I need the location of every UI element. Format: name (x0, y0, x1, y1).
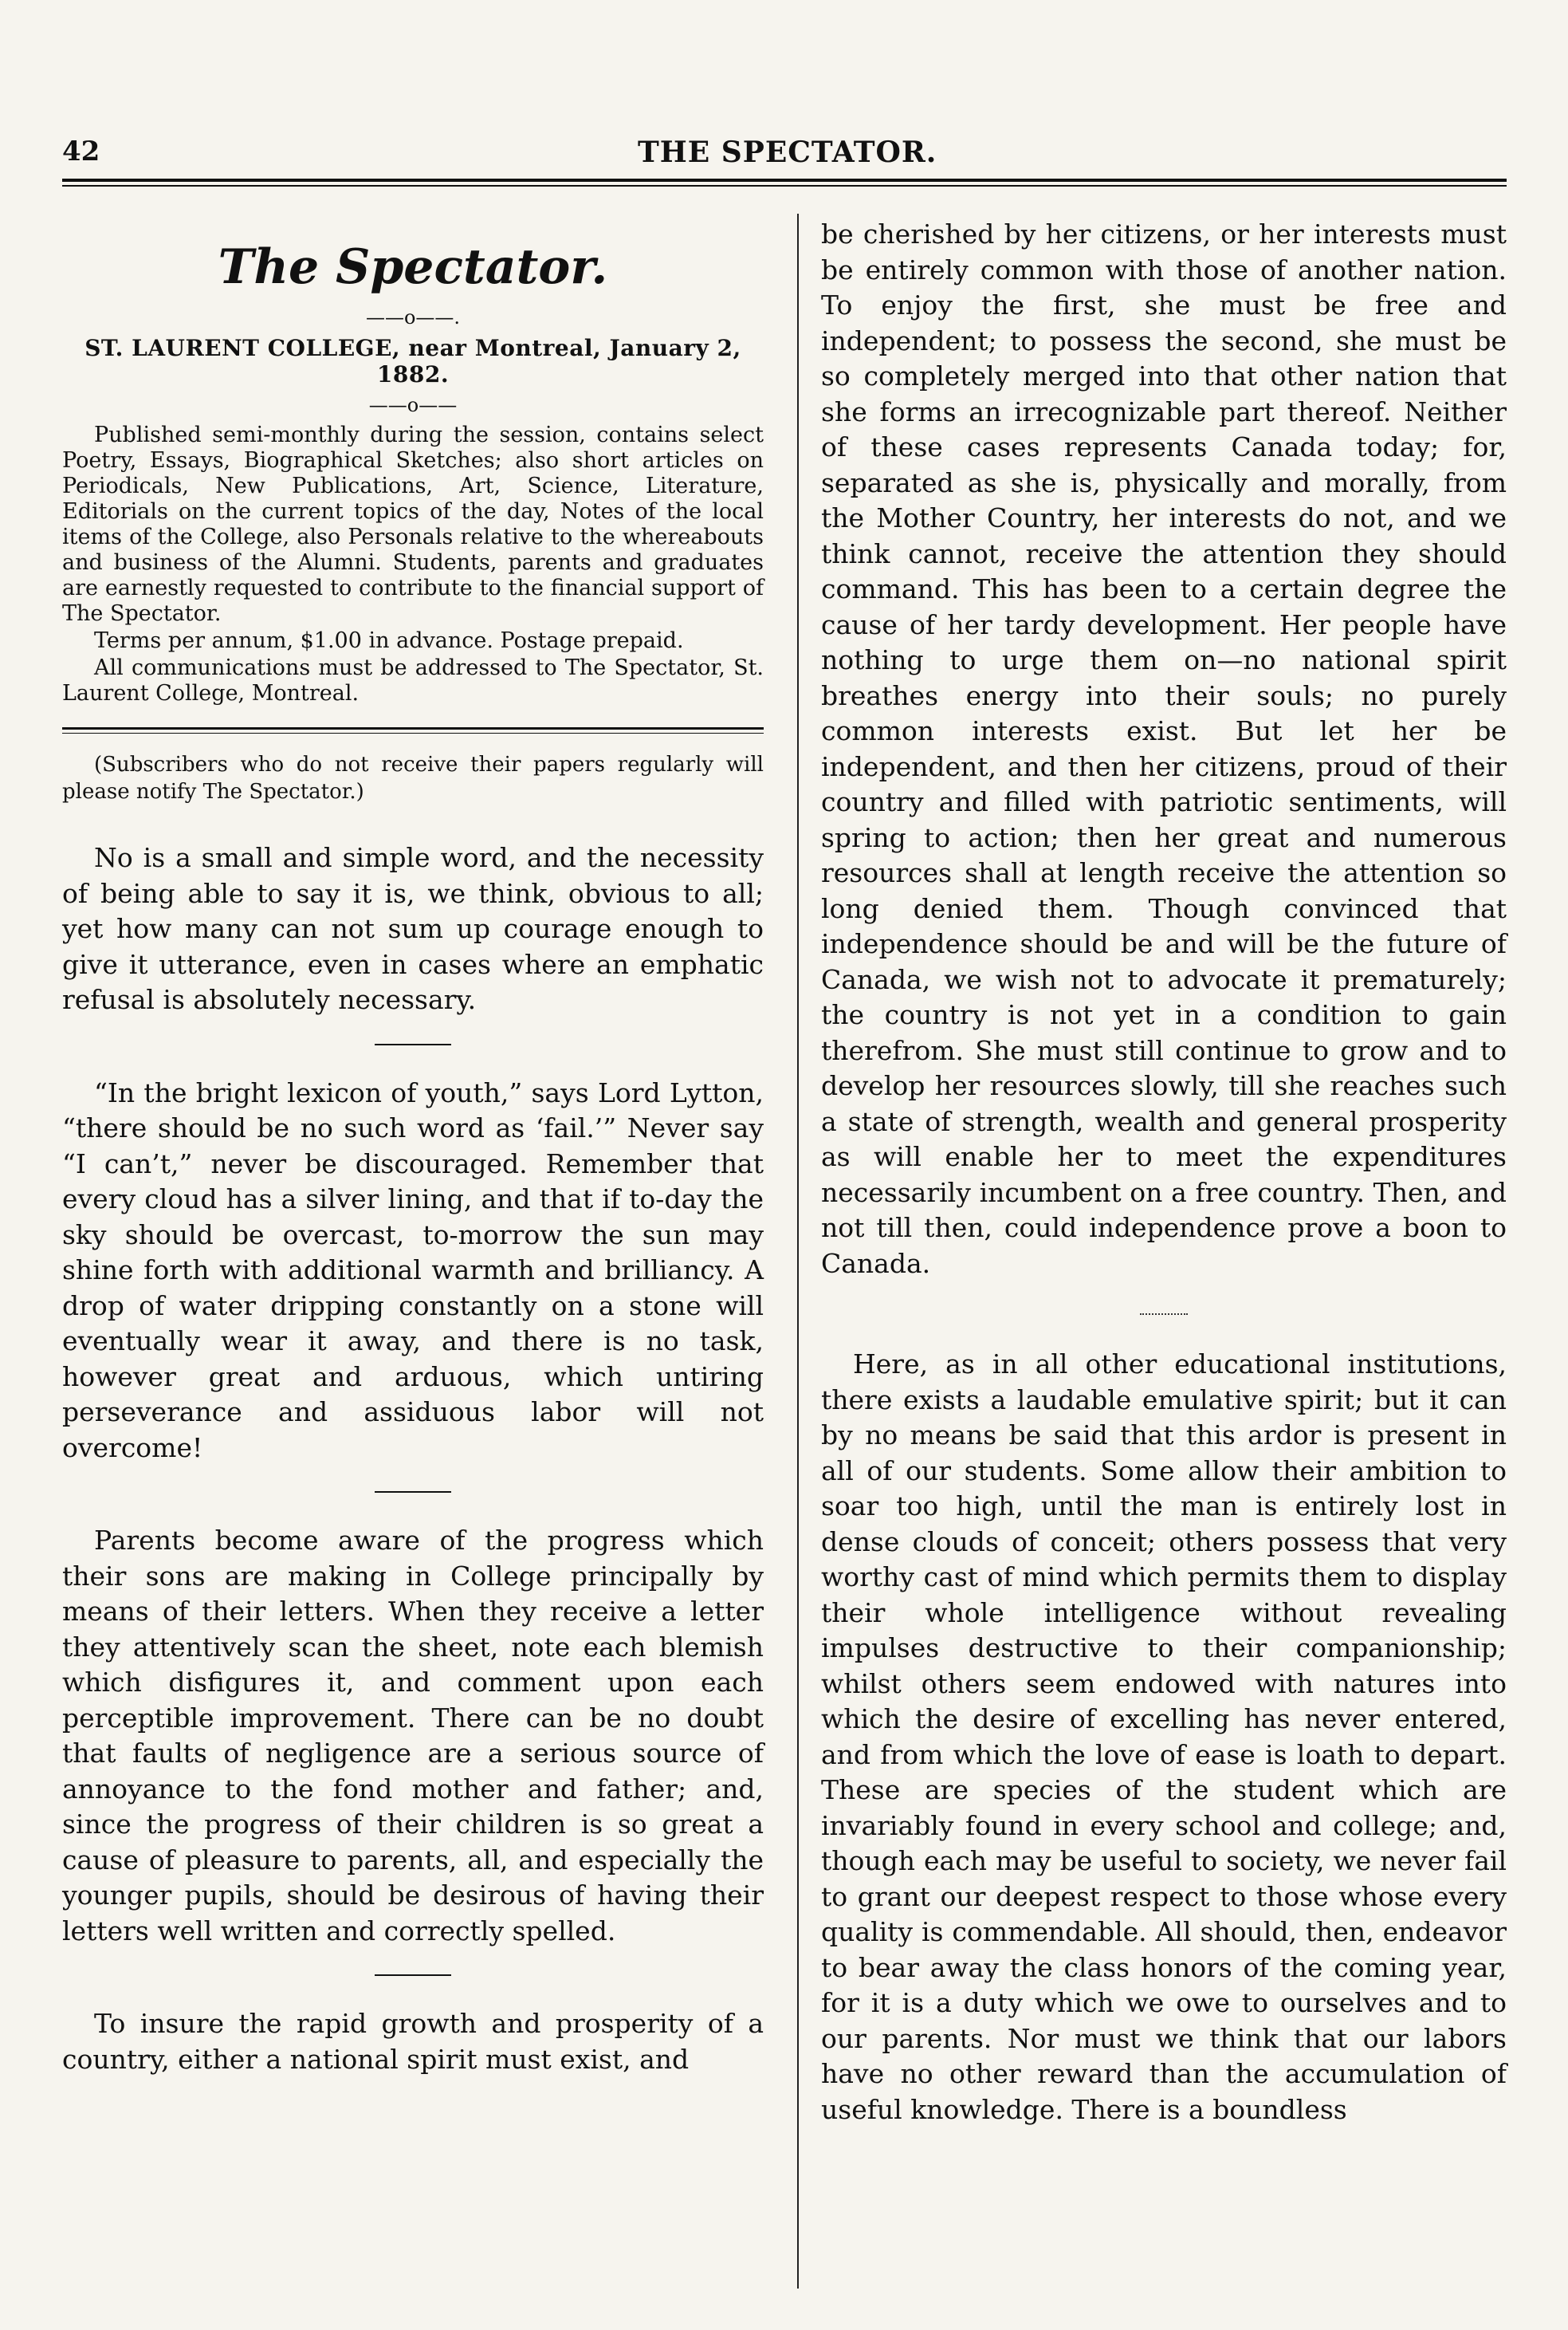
publication-info: Published semi-monthly during the session, contains select Poetry, Essays, Biographical Sketches; also short articles on Periodicals, New Publications, Art, Science, Literature, Editorials on the current topics of the day, Notes of the local items of the College, also Personals relative to the whereabouts and business of the Alumni. Students, parents and graduates are earnestly requested to contribute to the financial support of The Spectator. (62, 423, 764, 626)
subscriber-notice: (Subscribers who do not receive their papers regularly will please notify The Spectator.) (62, 753, 764, 804)
masthead-double-rule (62, 727, 764, 734)
editorial-paragraph-continued: be cherished by her citizens, or her interests must be entirely common with those of another nation. To enjoy the first, she must be free and independent; to possess the second, she must be so completely merged into that other nation that she forms an irrecognizable part thereof. Neither of these cases represents Canada today; for, separated as she is, physically and morally, from the Mother Country, her interests do not, and we think cannot, receive the attention they should command. This has been to a certain degree the cause of her tardy development. Her people have nothing to urge them on—no national spirit breathes energy into their souls; no purely common interests exist. But let her be independent, and then her citizens, proud of their country and filled with patriotic sentiments, will spring to action; then her great and numerous resources shall at length receive the attention so long denied them. Though convinced that independence should be and will be the future of Canada, we wish not to advocate it prematurely; the country is not yet in a condition to gain therefrom. She must still continue to grow and to develop her resources slowly, till she reaches such a state of strength, wealth and general prosperity as will enable her to meet the expenditures necessarily incumbent on a free country. Then, and not till then, could independence prove a boon to Canada. (821, 218, 1507, 1279)
masthead-ornament: ——o——. (365, 306, 461, 329)
editorial-paragraph: Here, as in all other educational institutions, there exists a laudable emulative spirit; but it can by no means be said that this ardor is present in all of our students. Some allow their ambition to soar too high, until the man is entirely lost in dense clouds of conceit; others possess that very worthy cast of mind which permits them to display their whole intelligence without revealing impulses destructive to their companionship; whilst others seem endowed with natures into which the desire of excelling has never entered, and from which the love of ease is loath to depart. These are species of the student which are invariably found in every school and college; and, though each may be useful to society, we never fail to grant our deepest respect to those whose every quality is commendable. All should, then, endeavor to bear away the class honors of the coming year, for it is a duty which we owe to ourselves and to our parents. Nor must we think that our labors have no other reward than the accumulation of useful knowledge. There is a boundless (821, 1348, 1507, 2125)
editorial-paragraph: No is a small and simple word, and the necessity of being able to say it is, we think, obvious to all; yet how many can not sum up courage enough to give it utterance, even in cases where an emphatic refusal is absolutely necessary. (62, 842, 764, 1015)
dateline: ST. LAURENT COLLEGE, near Montreal, January 2, 1882. (84, 335, 741, 388)
section-separator (375, 1974, 451, 1976)
publication-address: All communications must be addressed to The Spectator, St. Laurent College, Montreal. (62, 655, 764, 706)
section-separator (375, 1491, 451, 1493)
section-separator (1140, 1313, 1188, 1315)
header-rule-top (62, 179, 1507, 182)
left-column (62, 214, 764, 2077)
editorial-paragraph: “In the bright lexicon of youth,” says Lord Lytton, “there should be no such word as ‘fail.’” Never say “I can’t,” never be discouraged. Remember that every cloud has a silver lining, and that if to-day the sky should be overcast, to-morrow the sun may shine forth with additional warmth and brilliancy. A drop of water dripping constantly on a stone will eventually wear it away, and there is no task, however great and arduous, which untiring perseverance and assiduous labor will not overcome! (62, 1076, 764, 1463)
masthead-ornament-2: ——o—— (368, 394, 458, 416)
running-head: THE SPECTATOR. (638, 136, 937, 169)
section-separator (375, 1044, 451, 1045)
editorial-paragraph: To insure the rapid growth and prosperity of a country, either a national spirit must exist, and (62, 2008, 764, 2075)
column-divider (797, 214, 799, 2289)
masthead-title: The Spectator. (218, 239, 608, 295)
page-number: 42 (62, 136, 100, 167)
header-rule-bottom (62, 185, 1507, 187)
right-column (821, 214, 1507, 2127)
editorial-paragraph: Parents become aware of the progress which their sons are making in College principally by means of their letters. When they receive a letter they attentively scan the sheet, note each blemish which disfigures it, and comment upon each perceptible improvement. There can be no doubt that faults of negligence are a serious source of annoyance to the fond mother and father; and, since the progress of their children is so great a cause of pleasure to parents, all, and especially the younger pupils, should be desirous of having their letters well written and correctly spelled. (62, 1525, 764, 1946)
publication-terms: Terms per annum, $1.00 in advance. Postage prepaid. (94, 628, 684, 653)
